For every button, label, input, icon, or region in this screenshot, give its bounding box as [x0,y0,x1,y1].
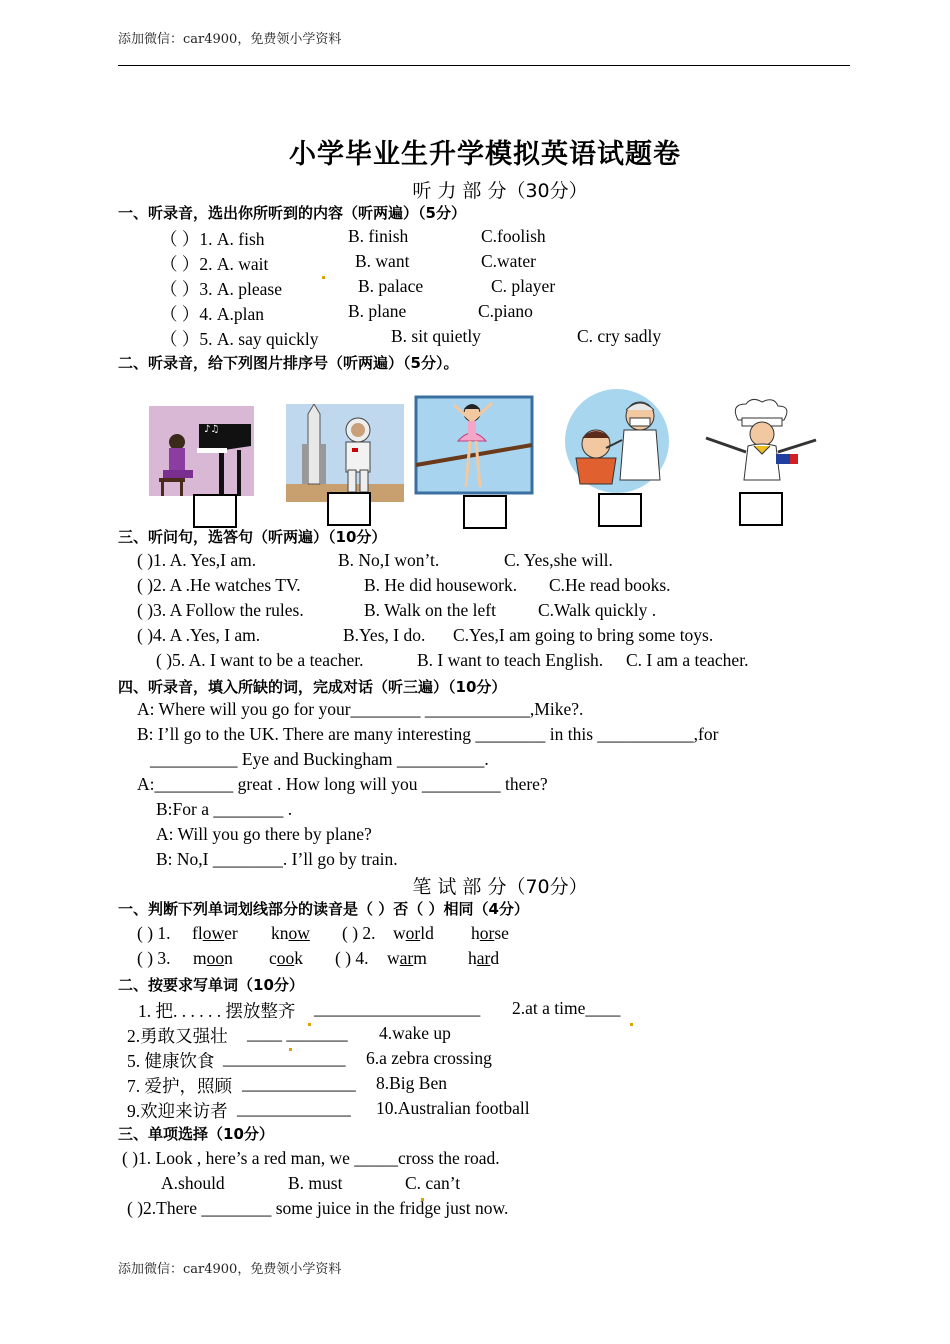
option-a: （ ）1. A. fish [160,229,265,249]
dialog-line-2: B: I’ll go to the UK. There are many interesting ________ in this ___________,for [137,724,719,744]
option-a: （ ）2. A. wait [160,254,269,274]
word-cook: cook [269,948,304,968]
word-prompt: 9.欢迎来访者 [127,1101,228,1121]
mc-question-2: ( )2.There ________ some juice in the fridge just now. [127,1198,509,1218]
answer-a: ( )4. A .Yes, I am. [137,625,261,645]
dialog-line-1: A: Where will you go for your________ ____________,Mike?. [137,699,584,719]
dialog-line-7: B: No,I ________. I’ll go by train. [156,849,398,869]
option-b: B. finish [348,226,409,246]
answer-c: C. I am a teacher. [626,650,749,670]
listening-title: 听 力 部 分（30分） [412,180,588,202]
option-b: B. sit quietly [391,326,481,346]
question-number: ( ) 2. [342,923,376,943]
option-a: （ ）4. A.plan [160,304,265,324]
order-box-4[interactable] [598,493,642,527]
answer-b: B. No,I won’t. [338,550,440,570]
page-title: 小学毕业生升学模拟英语试题卷 [289,139,681,170]
word-world: world [393,923,434,943]
stray-dot [322,263,325,284]
answer-blank: ______________ [223,1048,346,1068]
question-number: ( ) 1. [137,923,171,943]
answer-c: C.Yes,I am going to bring some toys. [453,625,714,645]
word-horse: horse [471,923,509,943]
word-hard: hard [468,948,500,968]
header-rule [118,65,850,66]
question-number: ( ) 3. [137,948,171,968]
answer-blank: ____ _______ [247,1023,348,1043]
word-prompt: 6.a zebra crossing [366,1048,492,1068]
word-prompt: 4.wake up [379,1023,451,1043]
word-prompt: 7. 爱护，照顾 [127,1076,232,1096]
order-box-2[interactable] [327,492,371,526]
writing-2-heading: 二、按要求写单词（10分） [118,976,304,994]
answer-c: C. Yes,she will. [504,550,613,570]
answer-c: C.He read books. [549,575,671,595]
page-header: 添加微信：car4900，免费领小学资料 [118,32,342,47]
dialog-line-3: __________ Eye and Buckingham __________. [150,749,489,769]
option-b: B. plane [348,301,407,321]
dentist-image [556,388,678,494]
word-prompt: 10.Australian football [376,1098,530,1118]
order-box-5[interactable] [739,492,783,526]
option-c: C.foolish [481,226,546,246]
section-2-heading: 二、听录音，给下列图片排序号（听两遍）（5分）。 [118,354,459,372]
word-moon: moon [193,948,233,968]
answer-b: B. He did housework. [364,575,518,595]
option-b: B. want [355,251,410,271]
section-1-heading: 一、听录音，选出你所听到的内容（听两遍）（5分） [118,204,466,222]
word-prompt: 5. 健康饮食 [127,1051,215,1071]
word-prompt: 2.勇敢又强壮 [127,1026,228,1046]
word-know: know [271,923,310,943]
option-a: （ ）3. A. please [160,279,282,299]
section-4-heading: 四、听录音，填入所缺的词，完成对话（听三遍）（10分） [118,678,507,696]
answer-b: B.Yes, I do. [343,625,426,645]
astronaut-image [286,404,404,502]
dialog-line-4: A:_________ great . How long will you _________ there? [137,774,548,794]
mc-question-1: ( )1. Look , here’s a red man, we _____cross the road. [122,1148,500,1168]
dialog-line-6: A: Will you go there by plane? [156,824,372,844]
stray-dot [630,1010,633,1031]
ballet-dancer-image [414,395,534,495]
answer-c: C.Walk quickly . [538,600,657,620]
option-b: B. must [288,1173,343,1193]
answer-b: B. I want to teach English. [417,650,604,670]
word-prompt: 8.Big Ben [376,1073,447,1093]
section-3-heading: 三、听问句，选答句（听两遍）（10分） [118,528,387,546]
word-prompt: 1. 把. . . . . . 摆放整齐 [138,1001,296,1021]
answer-a: ( )3. A Follow the rules. [137,600,304,620]
answer-a: ( )1. A. Yes,I am. [137,550,257,570]
writing-title: 笔 试 部 分（70分） [412,876,588,898]
order-box-1[interactable] [193,494,237,528]
answer-a: ( )5. A. I want to be a teacher. [156,650,364,670]
writing-1-heading: 一、判断下列单词划线部分的读音是（ ）否（ ）相同（4分） [118,900,529,918]
answer-b: B. Walk on the left [364,600,496,620]
answer-blank: _____________ [237,1098,351,1118]
answer-a: ( )2. A .He watches TV. [137,575,301,595]
question-number: ( ) 4. [335,948,369,968]
word-flower: flower [192,923,238,943]
option-a: A.should [161,1173,225,1193]
option-c: C.piano [478,301,533,321]
piano-girl-image [149,406,254,496]
svg-text:♪♫: ♪♫ [204,424,220,435]
word-warm: warm [387,948,427,968]
option-c: C.water [481,251,536,271]
order-box-3[interactable] [463,495,507,529]
answer-blank: _____________ [242,1073,356,1093]
option-c: C. can’t [405,1173,461,1193]
option-c: C. player [491,276,556,296]
answer-blank: ___________________ [314,998,481,1018]
dialog-line-5: B:For a ________ . [156,799,293,819]
writing-3-heading: 三、单项选择（10分） [118,1125,274,1143]
page-footer: 添加微信：car4900，免费领小学资料 [118,1262,342,1277]
option-a: （ ）5. A. say quickly [160,329,319,349]
option-c: C. cry sadly [577,326,662,346]
word-prompt: 2.at a time____ [512,998,621,1018]
chef-image [700,398,822,484]
option-b: B. palace [358,276,424,296]
